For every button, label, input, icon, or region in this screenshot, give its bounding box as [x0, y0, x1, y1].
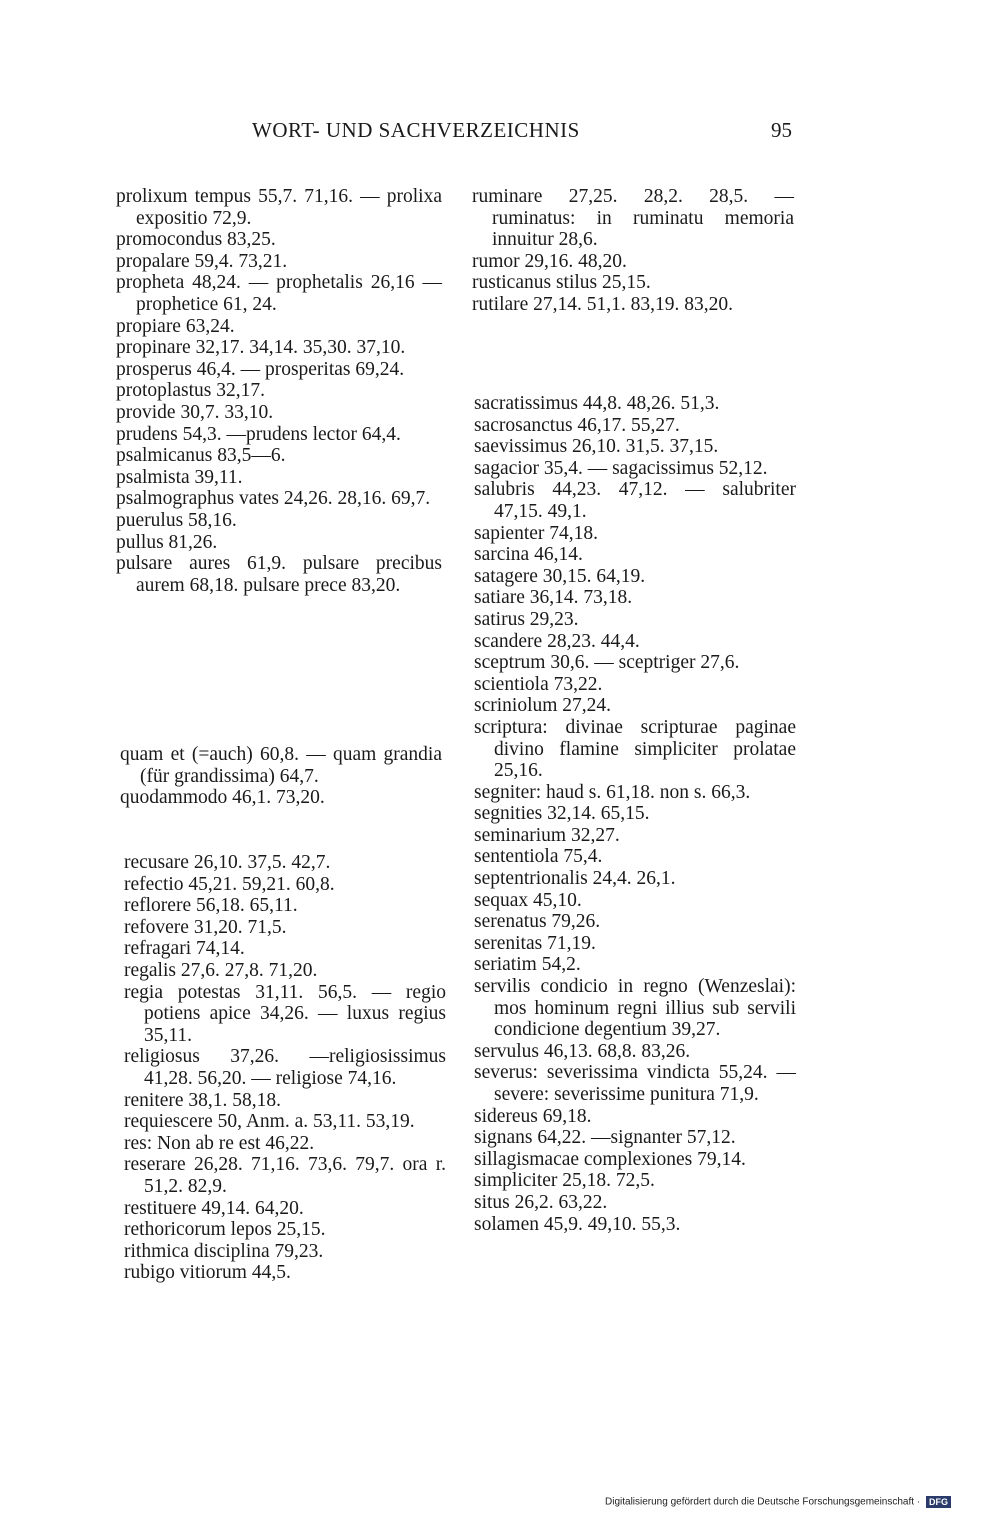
index-entry: pulsare aures 61,9. pulsare precibus aurem 68,18. pulsare prece 83,20.: [116, 553, 442, 596]
index-entry: sacrosanctus 46,17. 55,27.: [474, 414, 680, 436]
index-entry: recusare 26,10. 37,5. 42,7.: [124, 852, 331, 873]
index-entry: segniter: haud s. 61,18. non s. 66,3.: [474, 781, 751, 803]
index-entry: scandere 28,23. 44,4.: [474, 630, 640, 652]
index-entry: sapienter 74,18.: [474, 522, 599, 544]
index-entry: quodammodo 46,1. 73,20.: [120, 787, 325, 809]
credit-text: Digitalisierung gefördert durch die Deutsche Forschungsgemeinschaft ·: [605, 1496, 921, 1508]
index-entry: sarcina 46,14.: [474, 544, 583, 566]
index-entry: saevissimus 26,10. 31,5. 37,15.: [474, 436, 719, 458]
index-entry: res: Non ab re est 46,22.: [124, 1132, 315, 1154]
index-entry: provide 30,7. 33,10.: [116, 401, 274, 423]
index-entry: rusticanus stilus 25,15.: [472, 272, 651, 294]
index-entry: severus: severissima vindicta 55,24. — severe: severissime punitura 71,9.: [474, 1062, 796, 1105]
index-entry: scientiola 73,22.: [474, 673, 603, 695]
index-entry: rethoricorum lepos 25,15.: [124, 1219, 326, 1241]
index-entry: prosperus 46,4. — prosperitas 69,24.: [116, 358, 405, 380]
index-entry: propinare 32,17. 34,14. 35,30. 37,10.: [116, 337, 406, 359]
index-entry: rumor 29,16. 48,20.: [472, 250, 627, 272]
index-entry: psalmographus vates 24,26. 28,16. 69,7.: [116, 488, 431, 510]
page-number: 95: [771, 118, 792, 142]
index-entry: psalmicanus 83,5—6.: [116, 445, 286, 467]
index-entry: simpliciter 25,18. 72,5.: [474, 1170, 655, 1192]
entries-ru: [472, 186, 794, 316]
index-entry: signans 64,22. —signanter 57,12.: [474, 1127, 736, 1149]
index-entry: satirus 29,23.: [474, 608, 579, 630]
index-entry: scriptura: divinae scripturae paginae divino flamine simpliciter prolatae 25,16.: [474, 716, 796, 782]
index-entry: solamen 45,9. 49,10. 55,3.: [474, 1213, 681, 1235]
index-entry: reserare 26,28. 71,16. 73,6. 79,7. ora r. 51,2. 82,9.: [124, 1154, 446, 1197]
index-entry: satagere 30,15. 64,19.: [474, 565, 646, 587]
page-title: WORT- UND SACHVERZEICHNIS: [252, 118, 580, 142]
index-entry: quam et (=auch) 60,8. — quam grandia (für grandissima) 64,7.: [120, 744, 442, 787]
index-entry: regia potestas 31,11. 56,5. — regio potiens apice 34,26. — luxus regius 35,11.: [124, 981, 446, 1046]
index-entry: religiosus 37,26. —religiosissimus 41,28. 56,20. — religiose 74,16.: [124, 1046, 446, 1089]
index-entry: serenatus 79,26.: [474, 911, 601, 933]
index-entry: pullus 81,26.: [116, 531, 218, 553]
index-entry: prolixum tempus 55,7. 71,16. — prolixa expositio 72,9.: [116, 186, 442, 229]
entries-s: [474, 393, 796, 1235]
index-entry: propalare 59,4. 73,21.: [116, 250, 288, 272]
index-entry: sidereus 69,18.: [474, 1105, 592, 1127]
index-entry: protoplastus 32,17.: [116, 380, 265, 402]
index-entry: sceptrum 30,6. — sceptriger 27,6.: [474, 652, 740, 674]
index-entry: restituere 49,14. 64,20.: [124, 1197, 304, 1219]
index-entry: septentrionalis 24,4. 26,1.: [474, 868, 676, 890]
index-entry: sequax 45,10.: [474, 889, 582, 911]
index-entry: prudens 54,3. —prudens lector 64,4.: [116, 423, 401, 445]
digitization-credit: [605, 1496, 951, 1508]
index-entry: sacratissimus 44,8. 48,26. 51,3.: [474, 393, 720, 414]
index-entry: rutilare 27,14. 51,1. 83,19. 83,20.: [472, 293, 734, 315]
dfg-logo: DFG: [926, 1496, 951, 1508]
running-header: [252, 118, 792, 148]
index-entry: puerulus 58,16.: [116, 509, 237, 531]
index-entry: reflorere 56,18. 65,11.: [124, 895, 298, 917]
index-entry: servulus 46,13. 68,8. 83,26.: [474, 1040, 691, 1062]
index-entry: sententiola 75,4.: [474, 846, 603, 868]
index-entry: refragari 74,14.: [124, 938, 245, 960]
index-entry: situs 26,2. 63,22.: [474, 1191, 608, 1213]
index-entry: serenitas 71,19.: [474, 932, 596, 954]
index-entry: propheta 48,24. — prophetalis 26,16 — prophetice 61, 24.: [116, 272, 442, 315]
entries-r: [124, 852, 446, 1284]
entries-q: [120, 744, 442, 809]
index-entry: ruminare 27,25. 28,2. 28,5. — ruminatus: in ruminatu memoria innuitur 28,6.: [472, 186, 794, 251]
index-entry: sagacior 35,4. — sagacissimus 52,12.: [474, 457, 768, 479]
index-entry: refectio 45,21. 59,21. 60,8.: [124, 873, 335, 895]
index-entry: salubris 44,23. 47,12. — salubriter 47,15. 49,1.: [474, 479, 796, 522]
entries-p: [116, 186, 442, 596]
index-entry: renitere 38,1. 58,18.: [124, 1089, 282, 1111]
index-entry: sillagismacae complexiones 79,14.: [474, 1148, 746, 1170]
index-entry: segnities 32,14. 65,15.: [474, 803, 650, 825]
index-entry: seriatim 54,2.: [474, 954, 581, 976]
index-entry: rubigo vitiorum 44,5.: [124, 1262, 291, 1284]
index-entry: scriniolum 27,24.: [474, 695, 612, 717]
index-entry: rithmica disciplina 79,23.: [124, 1240, 324, 1262]
index-entry: regalis 27,6. 27,8. 71,20.: [124, 959, 318, 981]
index-entry: promocondus 83,25.: [116, 229, 276, 251]
index-entry: requiescere 50, Anm. a. 53,11. 53,19.: [124, 1111, 415, 1133]
index-entry: seminarium 32,27.: [474, 824, 620, 846]
index-entry: satiare 36,14. 73,18.: [474, 587, 633, 609]
index-entry: psalmista 39,11.: [116, 466, 243, 488]
index-entry: servilis condicio in regno (Wenzeslai): mos hominum regni illius sub servili condicione degentium 39,27.: [474, 976, 796, 1041]
index-entry: propiare 63,24.: [116, 315, 235, 337]
index-entry: refovere 31,20. 71,5.: [124, 916, 287, 938]
